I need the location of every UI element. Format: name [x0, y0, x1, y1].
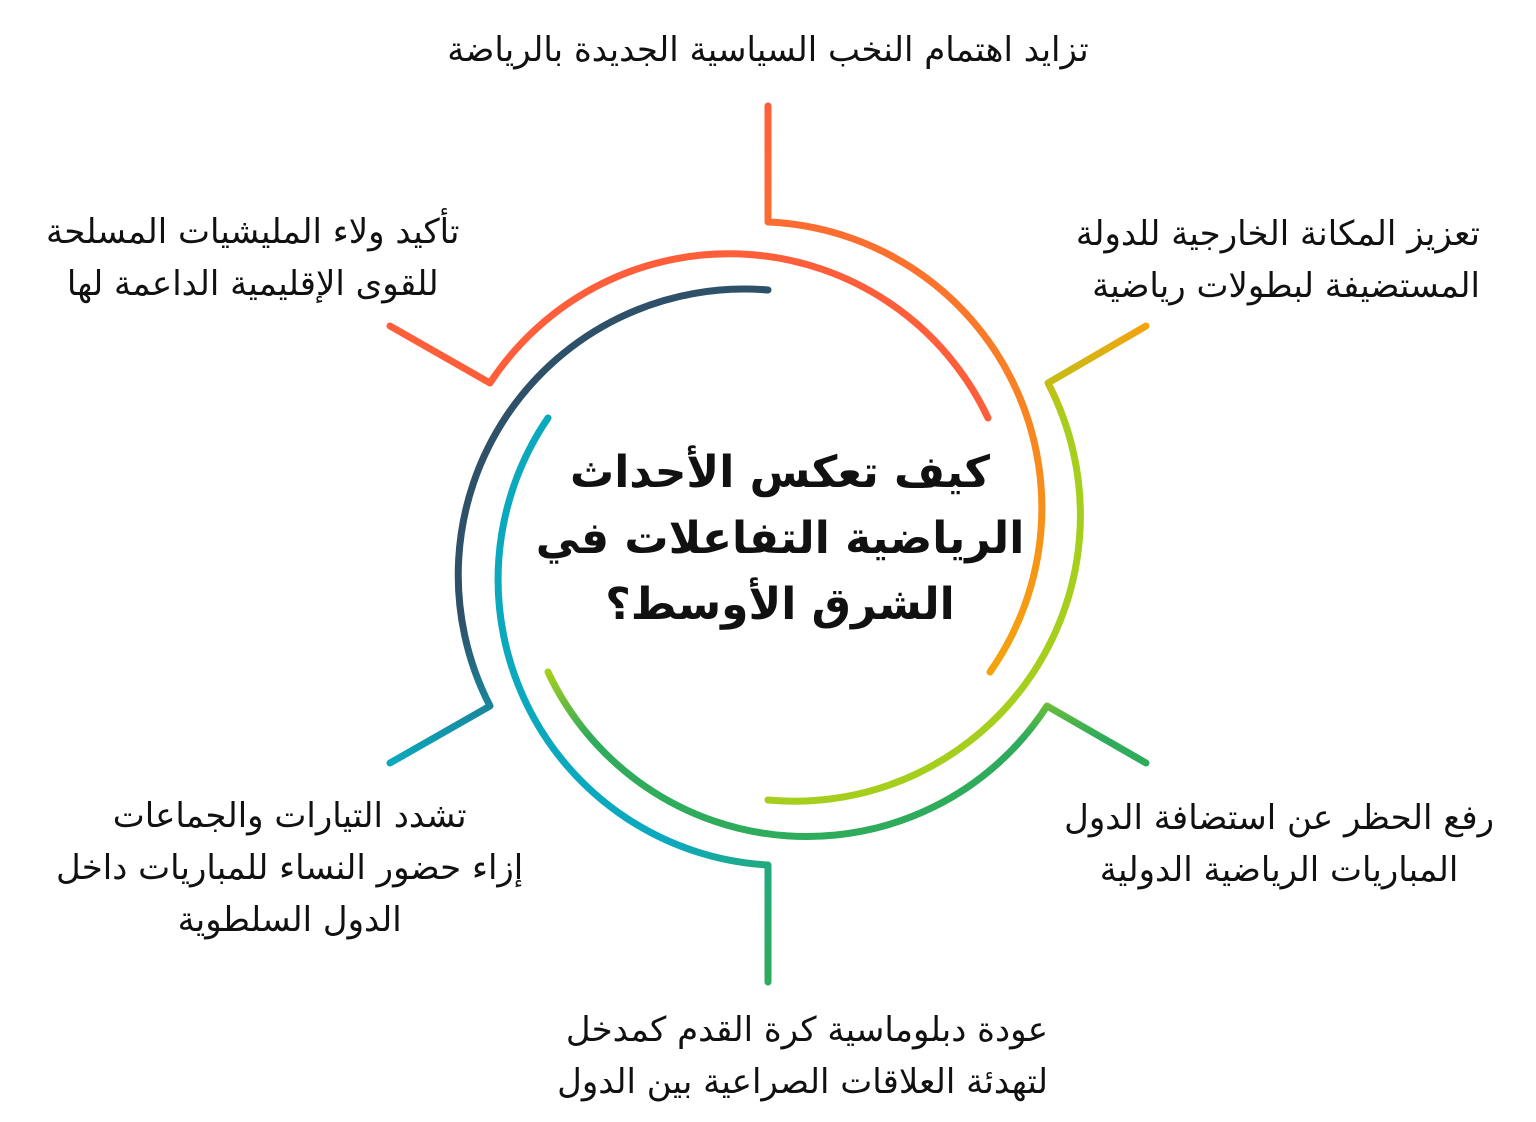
label-lower-right-line-2: المباريات الرياضية الدولية	[1099, 850, 1459, 890]
connector-upper-left	[390, 254, 988, 418]
label-lower-left-line-2: إزاء حضور النساء للمباريات داخل	[56, 848, 524, 888]
label-lower-right	[1064, 792, 1494, 896]
label-lower-left	[56, 790, 523, 946]
label-upper-right-line-1: تعزيز المكانة الخارجية للدولة	[1075, 214, 1480, 254]
label-upper-right	[1076, 208, 1480, 312]
label-top-line-1: تزايد اهتمام النخب السياسية الجديدة بالرياضة	[447, 30, 1089, 70]
label-upper-left-line-2: للقوى الإقليمية الداعمة لها	[66, 264, 439, 304]
label-lower-left-line-1: تشدد التيارات والجماعات	[112, 796, 467, 836]
label-upper-left-line-1: تأكيد ولاء المليشيات المسلحة	[46, 212, 460, 252]
label-top	[0, 24, 1536, 76]
label-lower-left-line-3: الدول السلطوية	[177, 900, 402, 940]
center-title-line-3: الشرق الأوسط؟	[605, 579, 955, 630]
label-upper-right-line-2: المستضيفة لبطولات رياضية	[1092, 266, 1480, 306]
label-bottom-line-1: عودة دبلوماسية كرة القدم كمدخل	[565, 1010, 1048, 1050]
label-bottom	[557, 1004, 1048, 1108]
connector-lower-right	[548, 672, 1146, 837]
center-title	[520, 440, 1040, 638]
label-lower-right-line-1: رفع الحظر عن استضافة الدول	[1064, 798, 1494, 838]
center-title-line-1: كيف تعكس الأحداث	[570, 447, 990, 498]
label-upper-left	[46, 206, 460, 310]
center-title-line-2: الرياضية التفاعلات في	[535, 513, 1025, 564]
label-bottom-line-2: لتهدئة العلاقات الصراعية بين الدول	[557, 1062, 1048, 1102]
